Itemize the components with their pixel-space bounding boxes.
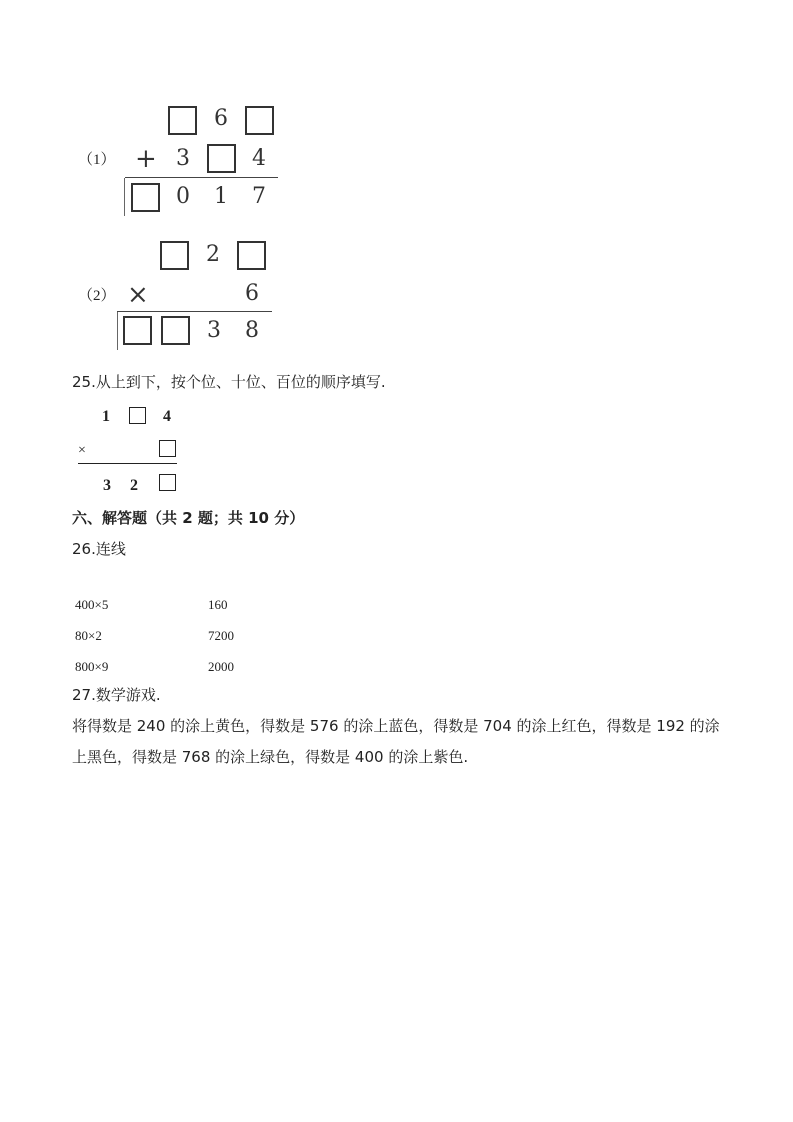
digit: 6 <box>214 106 228 131</box>
digit-box[interactable] <box>159 474 176 491</box>
product-line <box>78 463 177 464</box>
digit: 1 <box>214 184 228 209</box>
digit-box[interactable] <box>168 106 197 135</box>
left-expression[interactable]: 400×5 <box>75 597 109 612</box>
digit-box[interactable] <box>207 144 236 173</box>
digit-box[interactable] <box>131 183 160 212</box>
digit: 3 <box>207 318 221 343</box>
digit-box[interactable] <box>160 241 189 270</box>
times-sign: × <box>127 280 149 310</box>
digit: 4 <box>252 146 266 171</box>
problem-1-label: （1） <box>78 152 116 168</box>
digit: 4 <box>163 408 171 425</box>
sum-line <box>125 177 278 178</box>
right-result[interactable]: 7200 <box>208 628 234 643</box>
right-result[interactable]: 160 <box>208 597 228 612</box>
vertical-mark <box>124 178 125 216</box>
times-sign: × <box>78 443 86 458</box>
product-line <box>117 311 272 312</box>
digit: 6 <box>245 281 259 306</box>
digit-box[interactable] <box>245 106 274 135</box>
digit-box[interactable] <box>159 440 176 457</box>
digit-box[interactable] <box>129 407 146 424</box>
digit: 3 <box>103 477 111 494</box>
left-expression[interactable]: 800×9 <box>75 659 109 674</box>
vertical-mark <box>117 312 118 350</box>
digit-box[interactable] <box>123 316 152 345</box>
digit: 0 <box>176 184 190 209</box>
question-26-title: 26.连线 <box>72 540 126 558</box>
digit: 8 <box>245 318 259 343</box>
right-result[interactable]: 2000 <box>208 659 234 674</box>
digit: 7 <box>252 184 266 209</box>
question-25-title: 25.从上到下，按个位、十位、百位的顺序填写. <box>72 373 386 391</box>
problem-2-label: （2） <box>78 288 116 304</box>
digit-box[interactable] <box>161 316 190 345</box>
digit-box[interactable] <box>237 241 266 270</box>
digit: 2 <box>130 477 138 494</box>
digit: 3 <box>176 146 190 171</box>
left-expression[interactable]: 80×2 <box>75 628 102 643</box>
question-27-line-2: 上黑色，得数是 768 的涂上绿色，得数是 400 的涂上紫色. <box>72 748 469 766</box>
question-27-line-1: 将得数是 240 的涂上黄色，得数是 576 的涂上蓝色，得数是 704 的涂上红色，得数是 192 的涂 <box>72 717 720 735</box>
plus-sign: + <box>135 144 157 174</box>
question-27-title: 27.数学游戏. <box>72 686 161 704</box>
section-6-heading: 六、解答题（共 2 题；共 10 分） <box>72 509 305 527</box>
digit: 2 <box>206 242 220 267</box>
digit: 1 <box>102 408 110 425</box>
